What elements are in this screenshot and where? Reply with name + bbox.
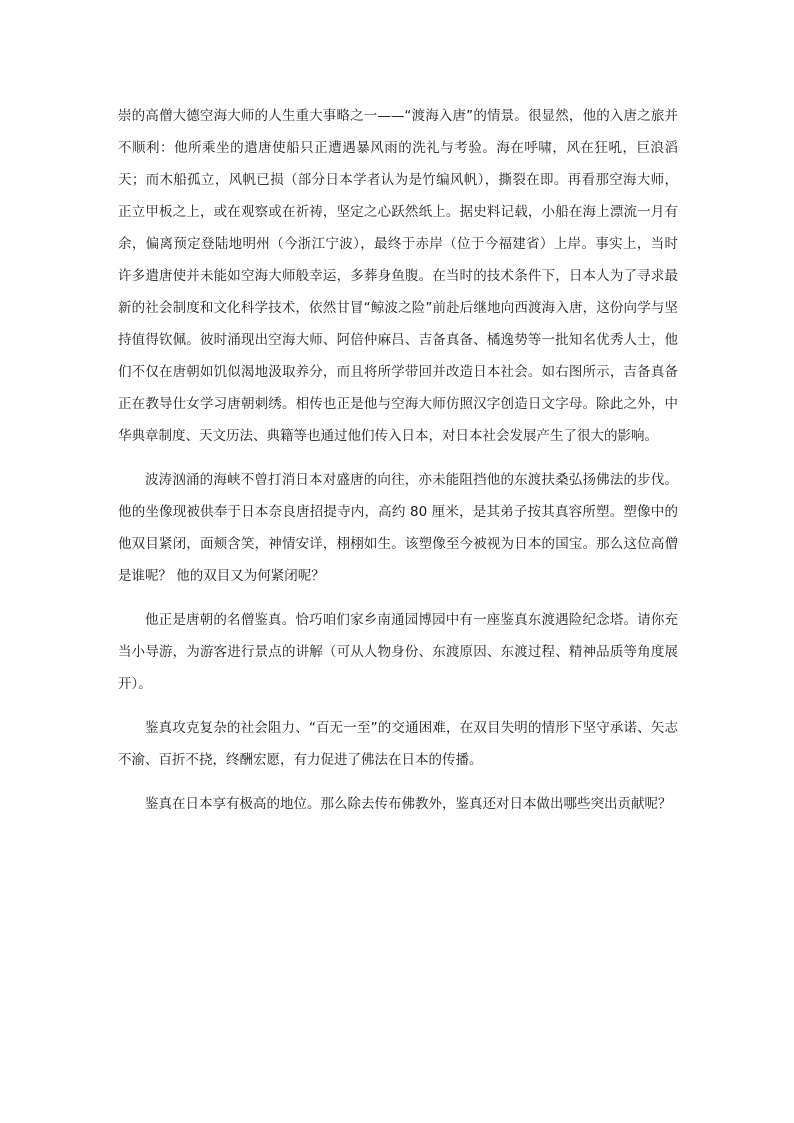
paragraph-jianzhen-spirit: 鉴真攻克复杂的社会阻力、“百无一至”的交通困难，在双目失明的情形下坚守承诺、矢志不渝、百折不挠，终酬宏愿，有力促进了佛法在日本的传播。 bbox=[118, 720, 678, 768]
paragraph-jianzhen-guide-task: 他正是唐朝的名僧鉴真。恰巧咱们家乡南通园博园中有一座鉴真东渡遇险纪念塔。请你充当小导游，为游客进行景点的讲解（可从人物身份、东渡原因、东渡过程、精神品质等角度展开）。 bbox=[118, 612, 678, 692]
document-page bbox=[118, 100, 678, 820]
paragraph-monk-statue: 波涛汹涌的海峡不曾打消日本对盛唐的向往，亦未能阻挡他的东渡扶桑弘扬佛法的步伐。他的坐像现被供奉于日本奈良唐招提寺内，高约 80 厘米，是其弟子按其真容所塑。塑像中的他双目紧闭，面颊含笑，神情安详，栩栩如生。该塑像至今被视为日本的国宝。那么这位高僧是谁呢？ 他的双目又为何紧闭呢？ bbox=[118, 472, 678, 584]
paragraph-kukai-voyage: 崇的高僧大德空海大师的人生重大事略之一——“渡海入唐”的情景。很显然，他的入唐之旅并不顺利：他所乘坐的遣唐使船只正遭遇暴风雨的洗礼与考验。海在呼啸，风在狂吼，巨浪滔天；而木船孤立，风帆已损（部分日本学者认为是竹编风帆），撕裂在即。再看那空海大师，正立甲板之上，或在观察或在祈祷，坚定之心跃然纸上。据史料记载，小船在海上漂流一月有余，偏离预定登陆地明州（今浙江宁波），最终于赤岸（位于今福建省）上岸。事实上，当时许多遣唐使并未能如空海大师般幸运，多葬身鱼腹。在当时的技术条件下，日本人为了寻求最新的社会制度和文化科学技术，依然甘冒“鲸波之险”前赴后继地向西渡海入唐，这份向学与坚持值得钦佩。彼时涌现出空海大师、阿倍仲麻吕、吉备真备、橘逸势等一批知名优秀人士，他们不仅在唐朝如饥似渴地汲取养分，而且将所学带回并改造日本社会。如右图所示，吉备真备正在教导仕女学习唐朝刺绣。相传也正是他与空海大师仿照汉字创造日文字母。除此之外，中华典章制度、天文历法、典籍等也通过他们传入日本，对日本社会发展产生了很大的影响。 bbox=[118, 108, 678, 444]
paragraph-jianzhen-contributions: 鉴真在日本享有极高的地位。那么除去传布佛教外，鉴真还对日本做出哪些突出贡献呢？ bbox=[145, 796, 672, 812]
